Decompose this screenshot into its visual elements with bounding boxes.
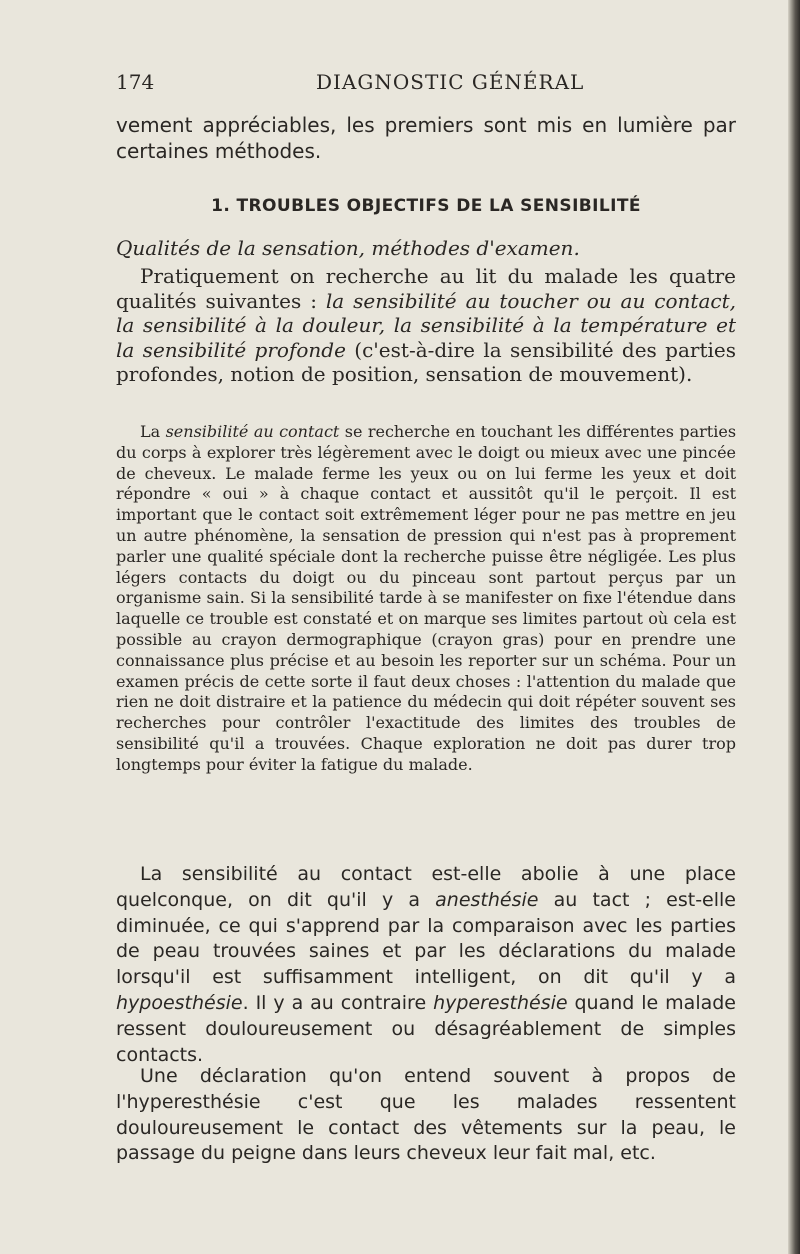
page-edge [788,0,800,1254]
term-hypoesthesie: hypoesthésie [116,991,243,1014]
page-number: 174 [116,70,155,94]
abolie-paragraph [116,862,736,1068]
declaration-paragraph: Une déclaration qu'on entend souvent à propos de l'hyperesthésie c'est que les malades ressentent douloureusement le contact des vêtements sur la peau, le passage du peigne dans leurs cheveux leur fait mal, etc. [116,1065,736,1165]
qualities-text-2: (c'est-à-dire la sensibilité des parties profondes, notion de position, sensation de mouvement). [116,337,736,386]
qualities-emphasis: la sensibilité au toucher ou au contact, la sensibilité à la douleur, la sensibilité à la température et la sensibilité profonde [116,288,736,362]
abolie-text-1: La sensibilité au contact est-elle abolie à une place quelconque, on dit qu'il y a [116,863,736,911]
contact-text-1: La [140,422,166,441]
term-hyperesthesie: hyperesthésie [433,991,568,1014]
page-header [116,70,736,104]
contact-paragraph [116,422,736,776]
qualities-paragraph [116,264,736,387]
contact-text-2: se recherche en touchant les différentes parties du corps à explorer très légèrement avec le doigt ou mieux avec une pincée de cheveux. Le malade ferme les yeux ou on lui ferme les yeux et doit répondre « oui » à chaque contact et aussitôt qu'il le perçoit. Il est important que le contact soit extrêmement léger pour ne pas mettre en jeu un autre phénomène, la sensation de pression qui n'est pas à proprement parler une qualité spéciale dont la recherche puisse être négligée. Les plus légers contacts du doigt ou du pinceau sont partout perçus par un organisme sain. Si la sensibilité tarde à se manifester on fixe l'étendue dans laquelle ce trouble est constaté et on marque ses limites partout où cela est possible au crayon dermographique (crayon gras) pour en prendre une connaissance plus précise et au besoin les reporter sur un schéma. Pour un examen précis de cette sorte il faut deux choses : l'attention du malade que rien ne doit distraire et la patience du médecin qui doit répéter souvent ses recherches pour contrôler l'exactitude des limites des troubles de sensibilité qu'il a trouvées. Chaque exploration ne doit pas durer trop longtemps pour éviter la fatigue du malade. [116,422,737,774]
running-title: DIAGNOSTIC GÉNÉRAL [316,70,585,94]
qualities-text-1: Pratiquement on recherche au lit du malade les quatre qualités suivantes : [116,264,736,313]
abolie-text-3: . Il y a au contraire [242,991,434,1014]
intro-paragraph: vement appréciables, les premiers sont mis en lumière par certaines méthodes. [116,113,736,163]
abolie-text-2: au tact ; est-elle diminuée, ce qui s'apprend par la comparaison avec les parties de peau trouvées saines et par les déclarations du malade lorsqu'il est suffisamment intelligent, on dit qu'il y a [116,888,736,989]
contact-emphasis: sensibilité au contact [165,422,340,441]
section-heading: 1. TROUBLES OBJECTIFS DE LA SENSIBILITÉ [211,196,641,216]
term-anesthesie: anesthésie [435,888,539,911]
section-subtitle: Qualités de la sensation, méthodes d'examen. [116,236,580,260]
abolie-text-4: quand le malade ressent douloureusement ou désagréablement de simples contacts. [116,991,736,1066]
